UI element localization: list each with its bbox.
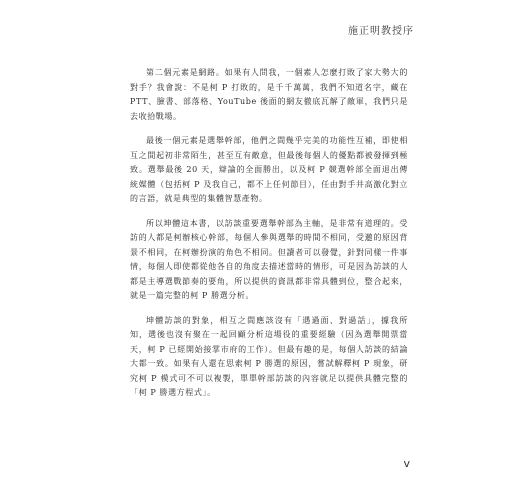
page-number: v	[403, 457, 410, 470]
paragraph: 坤體訪談的對象，相互之間應該沒有「遇過面、對過話」，據我所知，選後也沒有聚在一起回顧分析這場役的重要經驗（因為選舉開票當天，柯 P 已經開始接掌市府的工作）。但最有趣的是，每個人訪談的結論大都一致。如果有人還在思索柯 P 勝選的原因，嘗試解釋柯 P 現象，研究柯 P 模式可不可以複製，單單幹部訪談的內容就足以提供具體完整的「柯 P 勝選方程式」。	[130, 315, 408, 397]
paragraph: 所以坤體這本書，以訪談重要選舉幹部為主軸，是非常有道理的。受訪的人都是柯辦核心幹部，每個人參與選舉的時間不相同，受邀的原因背景不相同，在柯辦扮演的角色不相同。但讀者可以發覺，針對同樣一件事情，每個人即使都從他各自的角度去描述當時的情形，可是因為訪談的人都是主導選戰節奏的要角，所以提供的資訊都非常具體到位，整合起來，就是一篇完整的柯 P 勝選分析。	[130, 218, 408, 300]
running-header: 施正明教授序	[348, 26, 414, 37]
body-text	[130, 66, 408, 411]
paragraph: 最後一個元素是選舉幹部，他們之間幾乎完美的功能性互補，即使相互之間起初非常陌生，甚至互有敵意，但最後每個人的優點都被發揮到極致。選舉最後 20 天，辯論的全面勝出，以及柯 P 競選幹部全面退出傳統媒體（包括柯 P 及我自己，都不上任何節目），任由對手井高激化對立的言語，就是典型的集體智慧產物。	[130, 136, 408, 203]
paragraph: 第二個元素是網路。如果有人問我，一個素人怎麼打敗了家大勢大的對手？我會說：不是柯 P 打敗的，是千千萬萬，我們不知道名字，藏在 PTT、臉書、部落格、YouTube 後面的網友徹底瓦解了敵軍，我們只是去收拾戰場。	[130, 68, 408, 121]
